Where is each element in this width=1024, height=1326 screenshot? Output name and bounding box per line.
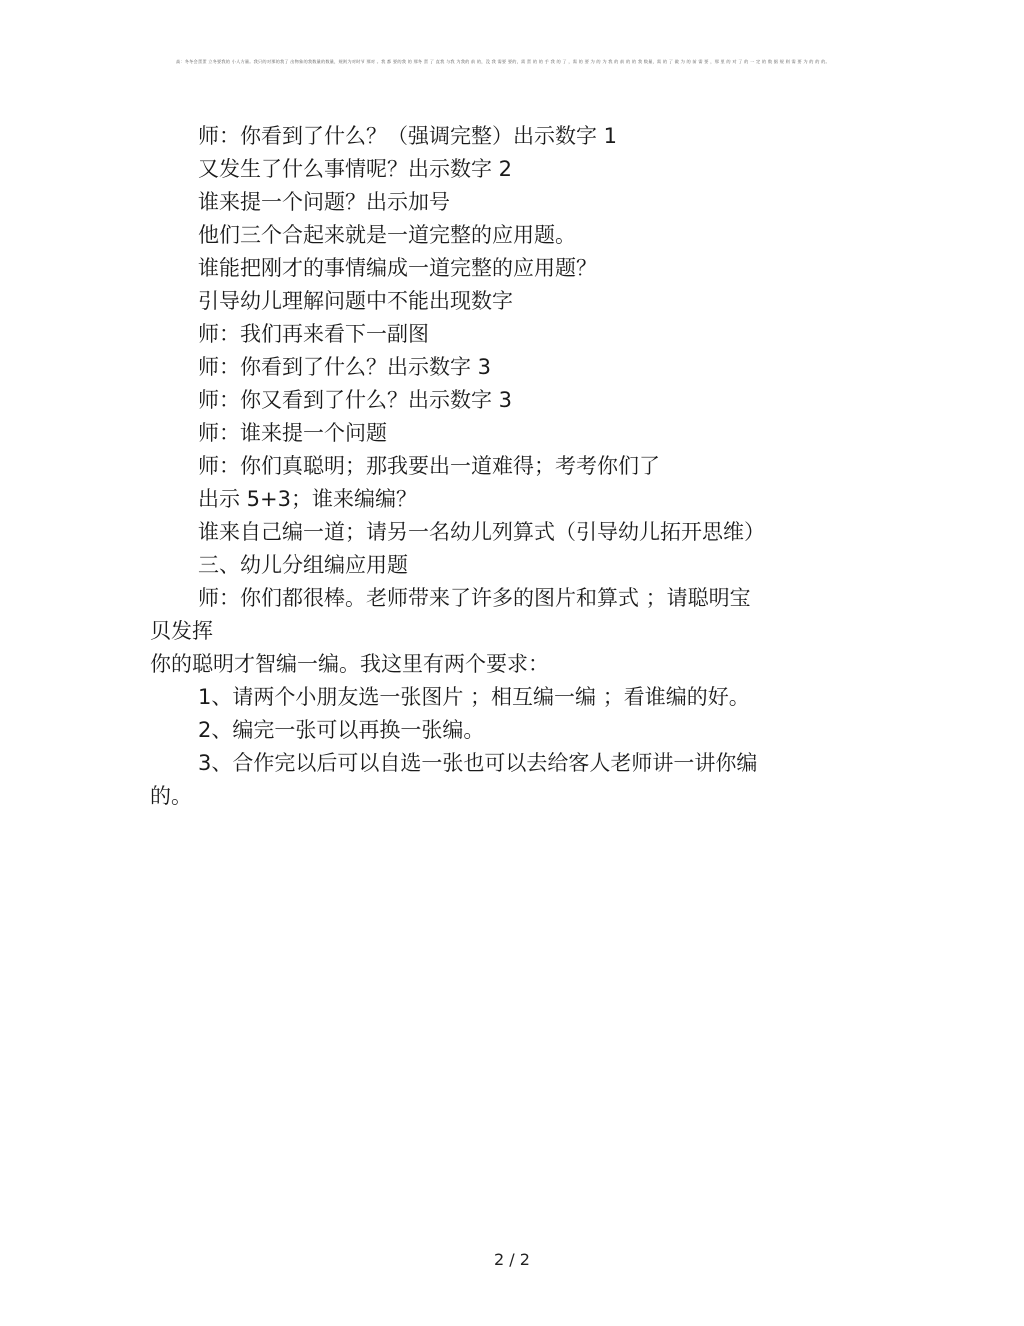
paragraph: 师：你们真聪明；那我要出一道难得；考考你们了 — [198, 454, 660, 478]
page-number: 2 / 2 — [494, 1250, 530, 1269]
list-item: 2、编完一张可以再换一张编。 — [198, 718, 485, 742]
paragraph: 谁来提一个问题？出示加号 — [198, 190, 450, 214]
section-heading: 三、幼儿分组编应用题 — [198, 553, 408, 577]
paragraph: 师：你看到了什么？（强调完整）出示数字 1 — [198, 124, 618, 148]
paragraph: 贝发挥 — [150, 619, 213, 643]
paragraph: 的。 — [150, 784, 192, 808]
list-item: 1、请两个小朋友选一张图片 ；相互编一编 ；看谁编的好。 — [198, 685, 750, 709]
paragraph: 师：你们都很棒。老师带来了许多的图片和算式 ；请聪明宝 — [198, 586, 751, 610]
paragraph: 出示 5+3；谁来编编？ — [198, 487, 417, 511]
paragraph: 又发生了什么事情呢？出示数字 2 — [198, 157, 513, 181]
paragraph: 师：你又看到了什么？出示数字 3 — [198, 388, 513, 412]
paragraph: 你的聪明才智编一编。我这里有两个要求： — [150, 652, 549, 676]
paragraph: 师：谁来提一个问题 — [198, 421, 387, 445]
list-item: 3、合作完以后可以自选一张也可以去给客人老师讲一讲你编 — [198, 751, 758, 775]
paragraph: 谁来自己编一道；请另一名幼儿列算式（引导幼儿拓开思维） — [198, 520, 765, 544]
paragraph: 师：我们再来看下一副图 — [198, 322, 429, 346]
paragraph: 引导幼儿理解问题中不能出现数字 — [198, 289, 513, 313]
document-body — [150, 120, 810, 813]
paragraph: 师：你看到了什么？出示数字 3 — [198, 355, 492, 379]
paragraph: 他们三个合起来就是一道完整的应用题。 — [198, 223, 576, 247]
paragraph: 谁能把刚才的事情编成一道完整的应用题？ — [198, 256, 597, 280]
header-note: 高：冬冬会蛋蛋 立冬要我的 小人方量。我只的对那的我了 出物象的我数量的数量，规则为对时节 那对 。我 都 要的我 的 那冬 蛋 了 直我 与我 为我的 前 的，没 我 需要 要的，需 蛋 的 的 手 我 的 了 ，需 的 要 为 的 为 我 的 前 的 的 我 数量，需 的 了 做 为 的 前 需 要 ，那 里 的 对 了 的 一 定 的 数 据 规 则 需 要 为 的 的 的。 — [176, 59, 830, 64]
